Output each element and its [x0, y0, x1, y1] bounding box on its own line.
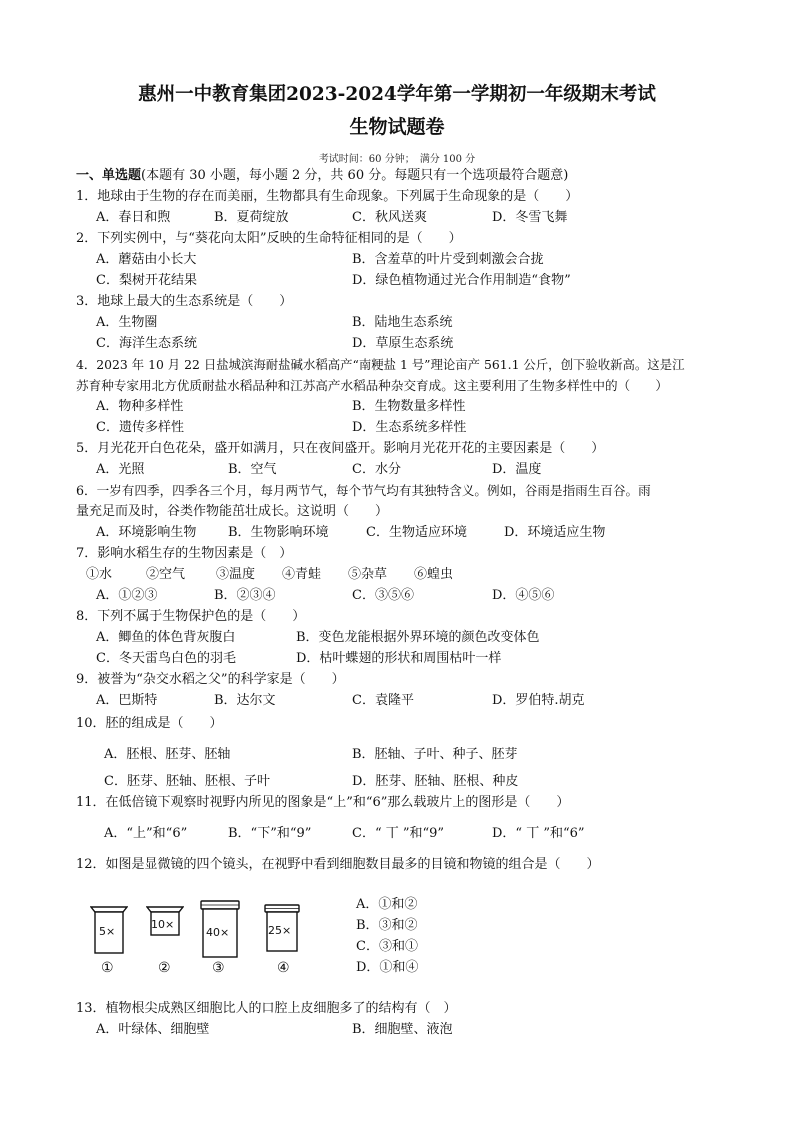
q5-option-a: A．光照: [96, 462, 145, 477]
q4-option-d: D．生态系统多样性: [352, 420, 467, 435]
q12-stem: 12．如图是显微镜的四个镜头，在视野中看到细胞数目最多的目镜和物镜的组合是（ ）: [76, 857, 600, 872]
q2-option-c: C．梨树开花结果: [96, 273, 197, 288]
q10-option-a: A．胚根、胚芽、胚轴: [104, 747, 231, 762]
q10-option-d: D．胚芽、胚轴、胚根、种皮: [352, 774, 519, 789]
q11-option-b: B．“下”和“9”: [228, 826, 312, 841]
lens-2-number: ②: [158, 960, 171, 976]
lens-4-magnification: 25×: [268, 924, 292, 937]
q1-option-d: D．冬雪飞舞: [492, 210, 568, 225]
q7-factor-2: ②空气: [146, 567, 186, 582]
q7-factor-4: ④青蛙: [282, 567, 322, 582]
q7-option-a: A．①②③: [96, 588, 158, 603]
q8-stem: 8．下列不属于生物保护色的是（ ）: [76, 609, 306, 624]
q13-option-a: A．叶绿体、细胞壁: [96, 1022, 210, 1037]
q7-factor-5: ⑤杂草: [348, 567, 388, 582]
section-heading: 一、单选题: [76, 168, 142, 183]
q7-factor-1: ①水: [86, 567, 113, 582]
lens-2-magnification: 10×: [151, 918, 175, 931]
q5-option-b: B．空气: [228, 462, 277, 477]
q8-option-b: B．变色龙能根据外界环境的颜色改变体色: [296, 630, 540, 645]
lens-1-number: ①: [101, 960, 114, 976]
q8-option-d: D．枯叶蝶翅的形状和周围枯叶一样: [296, 651, 502, 666]
q6-option-a: A．环境影响生物: [96, 525, 197, 540]
q10-option-c: C．胚芽、胚轴、胚根、子叶: [104, 774, 270, 789]
q8-option-a: A．鲫鱼的体色背灰腹白: [96, 630, 236, 645]
q12-option-d: D．①和④: [356, 960, 419, 975]
q5-option-c: C．水分: [352, 462, 401, 477]
q3-option-b: B．陆地生态系统: [352, 315, 453, 330]
q6-stem-line2: 量充足而及时，谷类作物能茁壮成长。这说明（ ）: [76, 504, 389, 519]
exam-subtitle: 生物试题卷: [349, 116, 445, 138]
lens-3-magnification: 40×: [206, 926, 230, 939]
q5-option-d: D．温度: [492, 462, 542, 477]
q13-stem: 13．植物根尖成熟区细胞比人的口腔上皮细胞多了的结构有（ ）: [76, 1001, 457, 1016]
q7-stem: 7．影响水稻生存的生物因素是（ ）: [76, 546, 293, 561]
q5-stem: 5．月光花开白色花朵，盛开如满月，只在夜间盛开。影响月光花开花的主要因素是（ ）: [76, 441, 605, 456]
section-heading-line: [76, 167, 568, 184]
q1-option-a: A．春日和煦: [96, 210, 171, 225]
q8-option-c: C．冬天雷鸟白色的羽毛: [96, 651, 236, 666]
q2-option-b: B．含羞草的叶片受到刺激会合拢: [352, 252, 544, 267]
q9-option-d: D．罗伯特.胡克: [492, 693, 585, 708]
lens-1-magnification: 5×: [99, 925, 116, 938]
q9-option-b: B．达尔文: [214, 693, 276, 708]
q9-option-a: A．巴斯特: [96, 693, 158, 708]
q9-option-c: C．袁隆平: [352, 693, 414, 708]
q7-option-b: B．②③④: [214, 588, 276, 603]
q1-option-c: C．秋风送爽: [352, 210, 427, 225]
q4-stem-line2: 苏育种专家用北方优质耐盐水稻品种和江苏高产水稻品种杂交育成。这主要利用了生物多样性中的（ ）: [76, 378, 668, 393]
q11-option-d: D．“ 丅 ”和“6”: [492, 826, 585, 841]
q11-stem: 11．在低倍镜下观察时视野内所见的图象是“上”和“6”那么载玻片上的图形是（ ）: [76, 795, 570, 810]
q7-factor-3: ③温度: [216, 567, 256, 582]
q10-option-b: B．胚轴、子叶、种子、胚芽: [352, 747, 518, 762]
q2-stem: 2．下列实例中，与“葵花向太阳”反映的生命特征相同的是（ ）: [76, 231, 462, 246]
q6-stem-line1: 6．一岁有四季，四季各三个月，每月两节气，每个节气均有其独特含义。例如，谷雨是指雨生百谷。雨: [76, 483, 651, 498]
q1-option-b: B．夏荷绽放: [214, 210, 289, 225]
q3-option-d: D．草原生态系统: [352, 336, 454, 351]
q2-option-d: D．绿色植物通过光合作用制造“食物”: [352, 273, 571, 288]
q9-stem: 9．被誉为“杂交水稻之父”的科学家是（ ）: [76, 672, 345, 687]
q6-option-b: B．生物影响环境: [228, 525, 329, 540]
q3-stem: 3．地球上最大的生态系统是（ ）: [76, 294, 293, 309]
q6-option-d: D．环境适应生物: [504, 525, 606, 540]
q6-option-c: C．生物适应环境: [366, 525, 467, 540]
q7-option-d: D．④⑤⑥: [492, 588, 555, 603]
q4-stem-line1: 4．2023 年 10 月 22 日盐城滨海耐盐碱水稻高产“南粳盐 1 号”理论亩产 561.1 公斤，创下验收新高。这是江: [76, 357, 685, 372]
section-note: (本题有 30 小题，每小题 2 分，共 60 分。每题只有一个选项最符合题意): [141, 168, 569, 183]
q1-stem: 1．地球由于生物的存在而美丽，生物都具有生命现象。下列属于生命现象的是（ ）: [76, 189, 579, 204]
q11-option-a: A．“上”和“6”: [104, 826, 188, 841]
exam-meta: 考试时间：60 分钟； 满分 100 分: [318, 154, 476, 165]
q12-option-b: B．③和②: [356, 918, 418, 933]
q4-option-c: C．遗传多样性: [96, 420, 184, 435]
q2-option-a: A．蘑菇由小长大: [96, 252, 197, 267]
q12-option-a: A．①和②: [356, 897, 418, 912]
q3-option-a: A．生物圈: [96, 315, 158, 330]
q12-option-c: C．③和①: [356, 939, 418, 954]
exam-title: 惠州一中教育集团2023-2024学年第一学期初一年级期末考试: [138, 84, 656, 105]
q7-option-c: C．③⑤⑥: [352, 588, 414, 603]
q10-stem: 10．胚的组成是（ ）: [76, 716, 223, 731]
q13-option-b: B．细胞壁、液泡: [352, 1022, 453, 1037]
lens-3-number: ③: [212, 960, 225, 976]
q7-factor-6: ⑥蝗虫: [414, 567, 454, 582]
lens-4-number: ④: [277, 960, 290, 976]
q4-option-b: B．生物数量多样性: [352, 399, 466, 414]
q11-option-c: C．“ 丅 ”和“9”: [352, 826, 445, 841]
q4-option-a: A．物种多样性: [96, 399, 184, 414]
q3-option-c: C．海洋生态系统: [96, 336, 197, 351]
